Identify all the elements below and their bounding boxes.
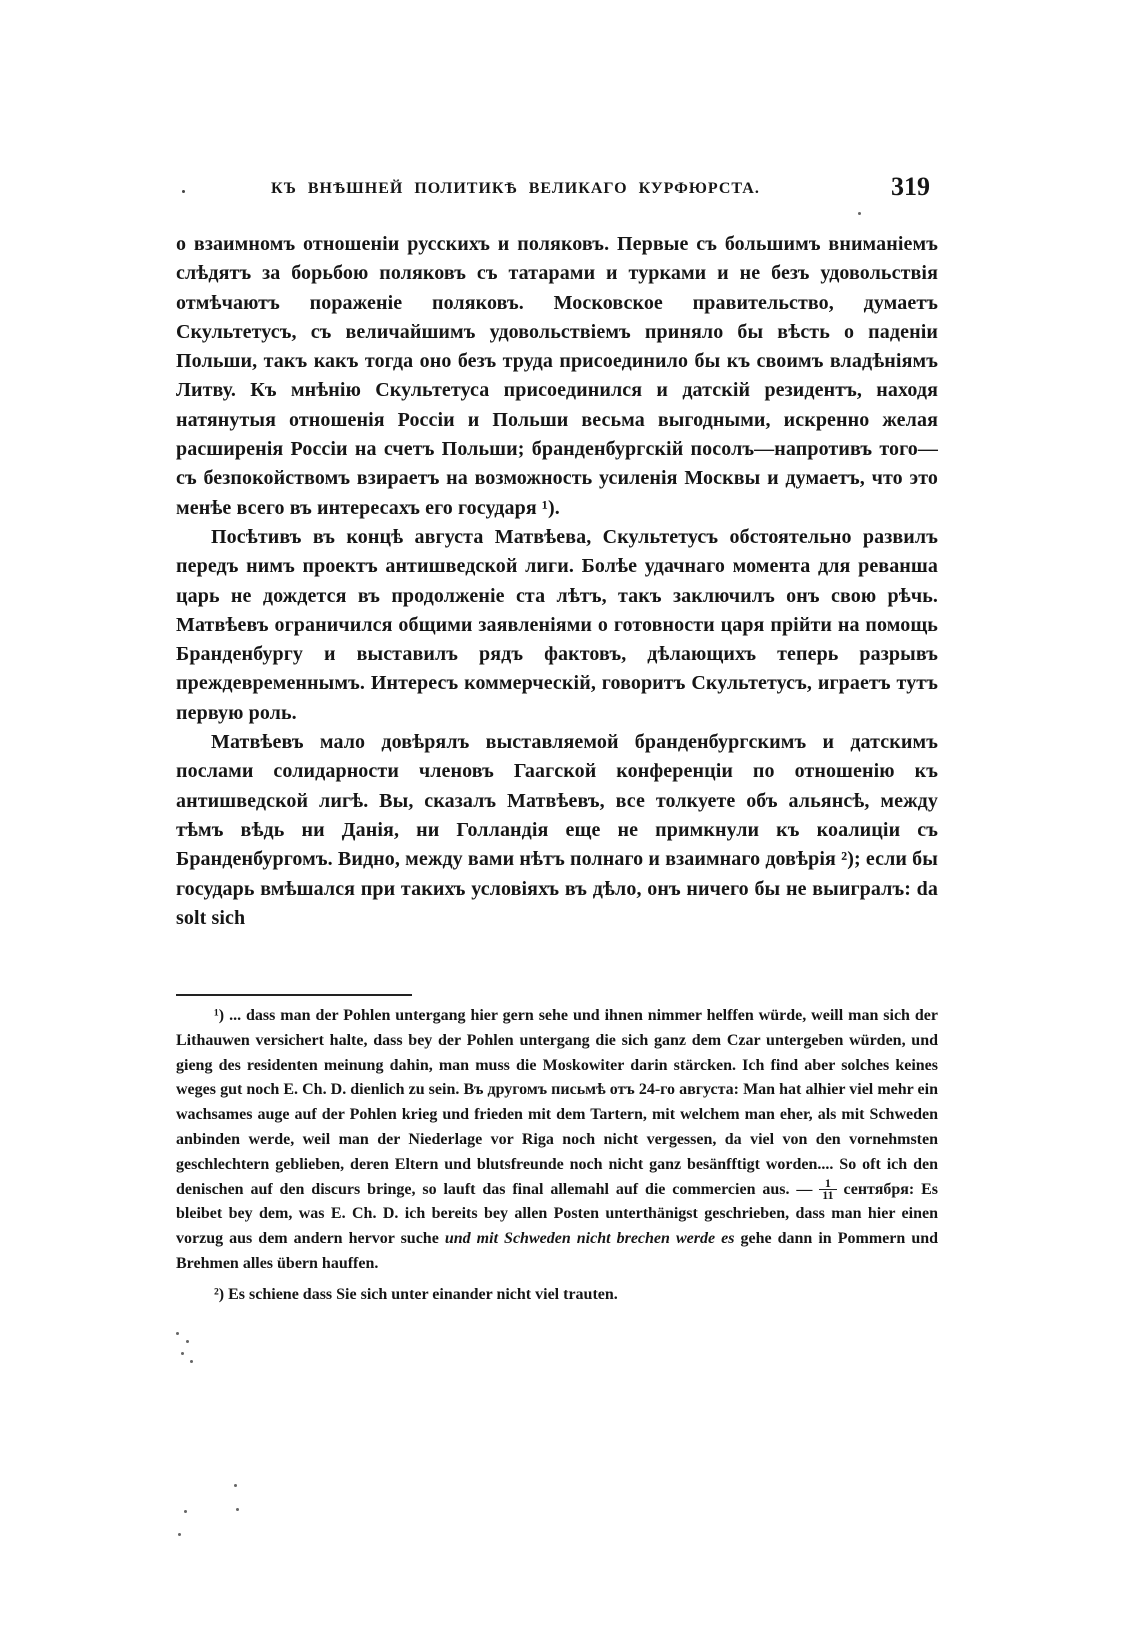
footnote-1 [176,1004,938,1277]
speck [186,1340,189,1343]
main-text [176,230,938,933]
fraction-denominator: 11 [822,1188,834,1203]
speck [234,1484,237,1487]
speck [190,1360,193,1363]
speck [181,1352,184,1355]
footnote-rule [176,994,412,996]
footnote-1-main: ¹) ... dass man der Pohlen untergang hier gern sehe und ihnen nimmer helffen würde, weill man sich der Lithauwen versichert halte, dass bey der Pohlen untergang die sich ganz dem Czar untergeben würden, und gieng des residenten meinung dahin, man muss die Moskowiter darin stärcken. Ich find aber solches keines weges gut noch E. Ch. D. dienlich zu sein. Въ другомъ письмѣ отъ 24-го августа: Man hat alhier viel mehr ein wachsames auge auf der Pohlen krieg und frieden mit dem Tartern, mit welchem man eher, als mit Schweden anbinden werde, weil man der Niederlage vor Riga noch nicht vergessen, da viel von den vornehmsten geschlechtern geblieben, deren Eltern und blutsfreunde noch nicht ganz besänfftigt worden.... So oft ich den denischen auf den discurs bringe, so lauft das final allemahl auf die commercien aus. — [176,1007,939,1198]
footnote-1-month: сентября: [843,1180,915,1198]
speck [184,1510,187,1513]
speck [176,1332,179,1335]
speck [858,212,861,215]
running-title: КЪ ВНѢШНЕЙ ПОЛИТИКѢ ВЕЛИКАГО КУРФЮРСТА. [271,180,760,197]
paragraph: Посѣтивъ въ концѣ августа Матвѣева, Скультетусъ обстоятельно развилъ передъ нимъ проектъ антишведской лиги. Болѣе удачнаго момента для реванша царь не дождется въ продолженіе ста лѣтъ, такъ заключилъ онъ свою рѣчь. Матвѣевъ ограничился общими заявленіями о готовности царя прійти на помощь Бранденбургу и выставилъ рядъ фактовъ, дѣлающихъ теперь разрывъ преждевременнымъ. Интересъ коммерческій, говоритъ Скультетусъ, играетъ тутъ первую роль. [176,525,938,724]
header-dot-mark [182,190,185,193]
footnote-2: ²) Es schiene dass Sie sich unter einander nicht viel trauten. [214,1285,618,1303]
paragraph: Матвѣевъ мало довѣрялъ выставляемой бранденбургскимъ и датскимъ послами солидарности членовъ Гаагской конференціи по отношенію къ антишведской лигѣ. Вы, сказалъ Матвѣевъ, все толкуете объ альянсѣ, между тѣмъ вѣдь ни Данія, ни Голландія еще не примкнули къ коалиціи съ Бранденбургомъ. Видно, между вами нѣтъ полнаго и взаимнаго довѣрія ²); если бы государь вмѣшался при такихъ условіяхъ въ дѣло, онъ ничего бы не выигралъ: da solt sich [176,731,938,929]
date-fraction [819,1178,836,1201]
page-header [176,172,938,206]
paragraph: о взаимномъ отношеніи русскихъ и поляковъ. Первые съ большимъ вниманіемъ слѣдятъ за борьбою поляковъ съ татарами и турками и не безъ удовольствія отмѣчаютъ пораженіе поляковъ. Московское правительство, думаетъ Скультетусъ, съ величайшимъ удовольствіемъ приняло бы вѣсть о паденіи Польши, такъ какъ тогда оно безъ труда присоединило бы къ своимъ владѣніямъ Литву. Къ мнѣнію Скультетуса присоединился и датскій резидентъ, находя натянутыя отношенія Россіи и Польши весьма выгодными, искренно желая расширенія Россіи на счетъ Польши; бранденбургскій посолъ—напротивъ того—съ безпокойствомъ взираетъ на возможность усиленія Москвы и думаетъ, что это менѣе всего въ интересахъ его государя ¹). [176,233,938,519]
speck [236,1508,239,1511]
footnote-1-after: Es bleibet bey dem, was E. Ch. D. ich bereits bey allen Posten unterthänigst geschrieben, dass man hier einen vorzug aus dem andern hervor suche [176,1180,939,1248]
footnotes [176,1004,938,1308]
footnote-1-italic: und mit Schweden nicht brechen werde es [444,1230,735,1248]
fraction-numerator: 1 [819,1178,836,1190]
speck [178,1533,181,1536]
page-number: 319 [891,172,930,201]
footnote-1-end: gehe dann in Pommern und Brehmen alles übern hauffen. [176,1230,939,1272]
